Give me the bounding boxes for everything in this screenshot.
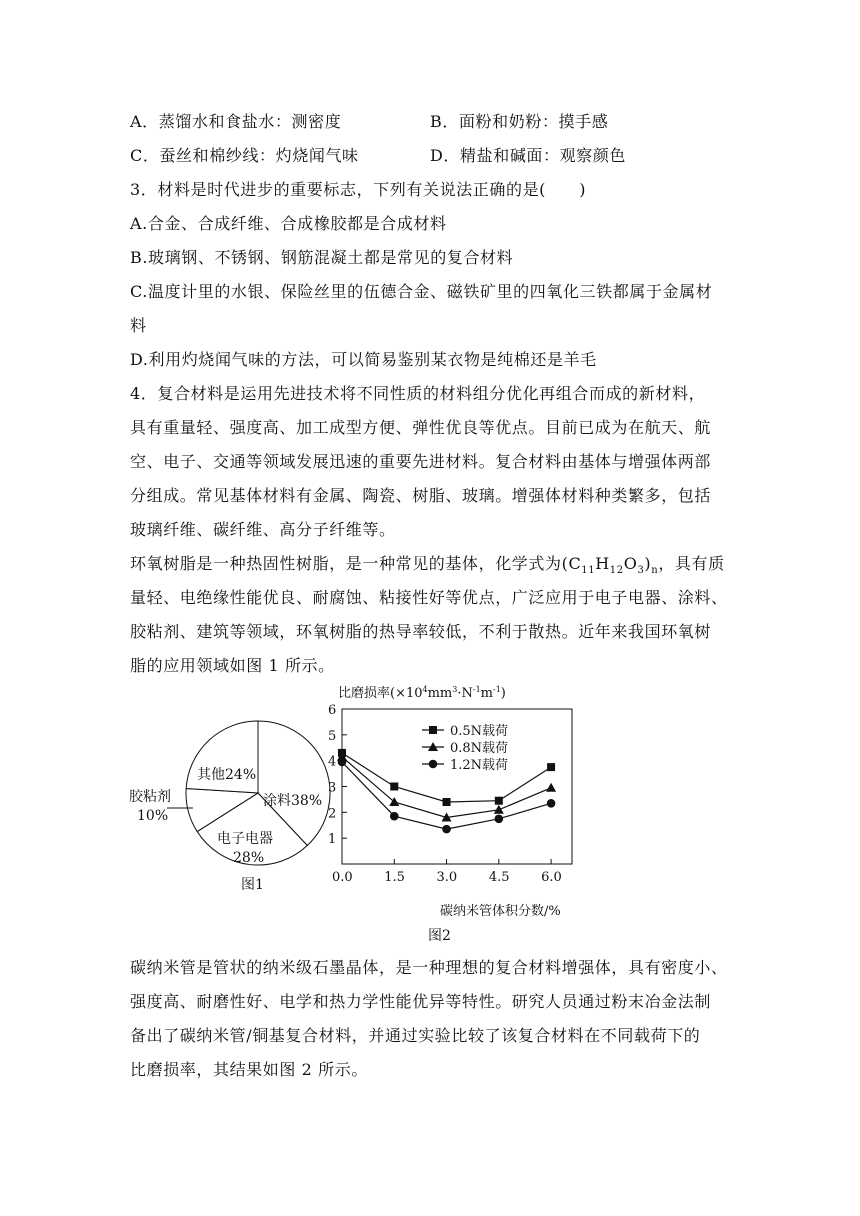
- q4-para3-line4: 比磨损率，其结果如图 2 所示。: [130, 1060, 368, 1079]
- series-3-point: [390, 812, 399, 821]
- legend-marker: [429, 726, 437, 734]
- figure2-line-chart: [320, 682, 600, 944]
- q2-option-a: A．蒸馏水和食盐水：测密度: [130, 112, 342, 131]
- q3-option-b: B.玻璃钢、不锈钢、钢筋混凝土都是常见的复合材料: [130, 248, 514, 267]
- pie-label-electronics-name: 电子电器: [217, 831, 273, 847]
- q4-para1-line4: 分组成。常见基体材料有金属、陶瓷、树脂、玻璃。增强体材料种类繁多，包括: [130, 486, 712, 505]
- q2-option-b: B．面粉和奶粉：摸手感: [430, 112, 609, 131]
- series-3-point: [547, 799, 556, 808]
- q4-para2-line2: 量轻、电绝缘性能优良、耐腐蚀、粘接性好等优点，广泛应用于电子电器、涂料、: [130, 588, 728, 607]
- q4-para2-line1: 环氧树脂是一种热固性树脂，是一种常见的基体，化学式为$(C_{11}H_{12}O_3)_n$，具有质: [130, 554, 725, 577]
- figure2-caption: 图2: [428, 928, 451, 944]
- q4-para3-line3: 备出了碳纳米管/铜基复合材料，并通过实验比较了该复合材料在不同载荷下的: [130, 1026, 701, 1045]
- series-2-point: [546, 783, 556, 792]
- q3-option-a: A.合金、合成纤维、合成橡胶都是合成材料: [130, 214, 447, 233]
- q4-para3-line1: 碳纳米管是管状的纳米级石墨晶体，是一种理想的复合材料增强体，具有密度小、: [130, 958, 728, 977]
- q4-para3-line2: 强度高、耐磨性好、电学和热力学性能优异等特性。研究人员通过粉末冶金法制: [130, 992, 712, 1011]
- series-3-point: [495, 814, 504, 823]
- pie-label-adhesive-name: 胶粘剂: [129, 789, 171, 805]
- q3-option-c-line2: 料: [130, 316, 147, 335]
- q2-option-d: D．精盐和碱面：观察颜色: [430, 146, 627, 165]
- figure1-pie-chart: [125, 700, 335, 900]
- series-1-point: [390, 783, 398, 791]
- y-tick-label: 6: [328, 703, 337, 718]
- q4-para2-line4: 脂的应用领域如图 1 所示。: [130, 656, 335, 675]
- x-tick-label: 1.5: [384, 870, 405, 885]
- q3-stem: 3．材料是时代进步的重要标志，下列有关说法正确的是( ): [130, 180, 587, 199]
- legend-label: 0.5N载荷: [450, 724, 509, 739]
- pie-label-coating: 涂料38%: [263, 793, 323, 809]
- q4-para1-line3: 空、电子、交通等领域发展迅速的重要先进材料。复合材料由基体与增强体两部: [130, 452, 712, 471]
- series-3-point: [442, 825, 451, 834]
- q4-para1-line1: 4．复合材料是运用先进技术将不同性质的材料组分优化再组合而成的新材料，: [130, 384, 706, 403]
- pie-label-other: 其他24%: [197, 767, 257, 783]
- q4-para1-line5: 玻璃纤维、碳纤维、高分子纤维等。: [130, 520, 396, 539]
- y-tick-label: 4: [328, 754, 337, 770]
- pie-label-electronics-value: 28%: [233, 850, 265, 866]
- legend-marker: [429, 760, 438, 769]
- pie-label-adhesive-value: 10%: [137, 808, 169, 824]
- x-tick-label: 4.5: [488, 870, 510, 885]
- y-tick-label: 2: [328, 806, 337, 822]
- x-tick-label: 6.0: [541, 870, 562, 885]
- x-tick-label: 3.0: [436, 870, 458, 885]
- x-tick-label: 0.0: [332, 870, 353, 885]
- q3-option-c-line1: C.温度计里的水银、保险丝里的伍德合金、磁铁矿里的四氧化三铁都属于金属材: [130, 282, 713, 301]
- q4-para2-line3: 胶粘剂、建筑等领域，环氧树脂的热导率较低，不利于散热。近年来我国环氧树: [130, 622, 712, 641]
- q4-para1-line2: 具有重量轻、强度高、加工成型方便、弹性优良等优点。目前已成为在航天、航: [130, 418, 712, 437]
- series-1-point: [443, 798, 451, 806]
- y-tick-label: 3: [328, 780, 337, 796]
- q3-option-d: D.利用灼烧闻气味的方法，可以简易鉴别某衣物是纯棉还是羊毛: [130, 350, 597, 369]
- figure1-caption: 图1: [241, 877, 264, 893]
- legend-label: 1.2N载荷: [450, 758, 509, 773]
- q2-option-c: C．蚕丝和棉纱线：灼烧闻气味: [130, 146, 359, 165]
- y-tick-label: 1: [328, 832, 337, 848]
- legend-label: 0.8N载荷: [450, 741, 509, 756]
- series-1-point: [495, 797, 503, 805]
- chart2-ylabel: 比磨损率$(\times 10^4mm^3\cdot N^{-1}m^{-1})$: [338, 685, 506, 701]
- series-3-point: [338, 758, 347, 767]
- series-2-point: [494, 805, 504, 814]
- chart2-xlabel: 碳纳米管体积分数/%: [440, 904, 561, 919]
- series-1-point: [547, 763, 555, 771]
- y-tick-label: 5: [328, 728, 337, 744]
